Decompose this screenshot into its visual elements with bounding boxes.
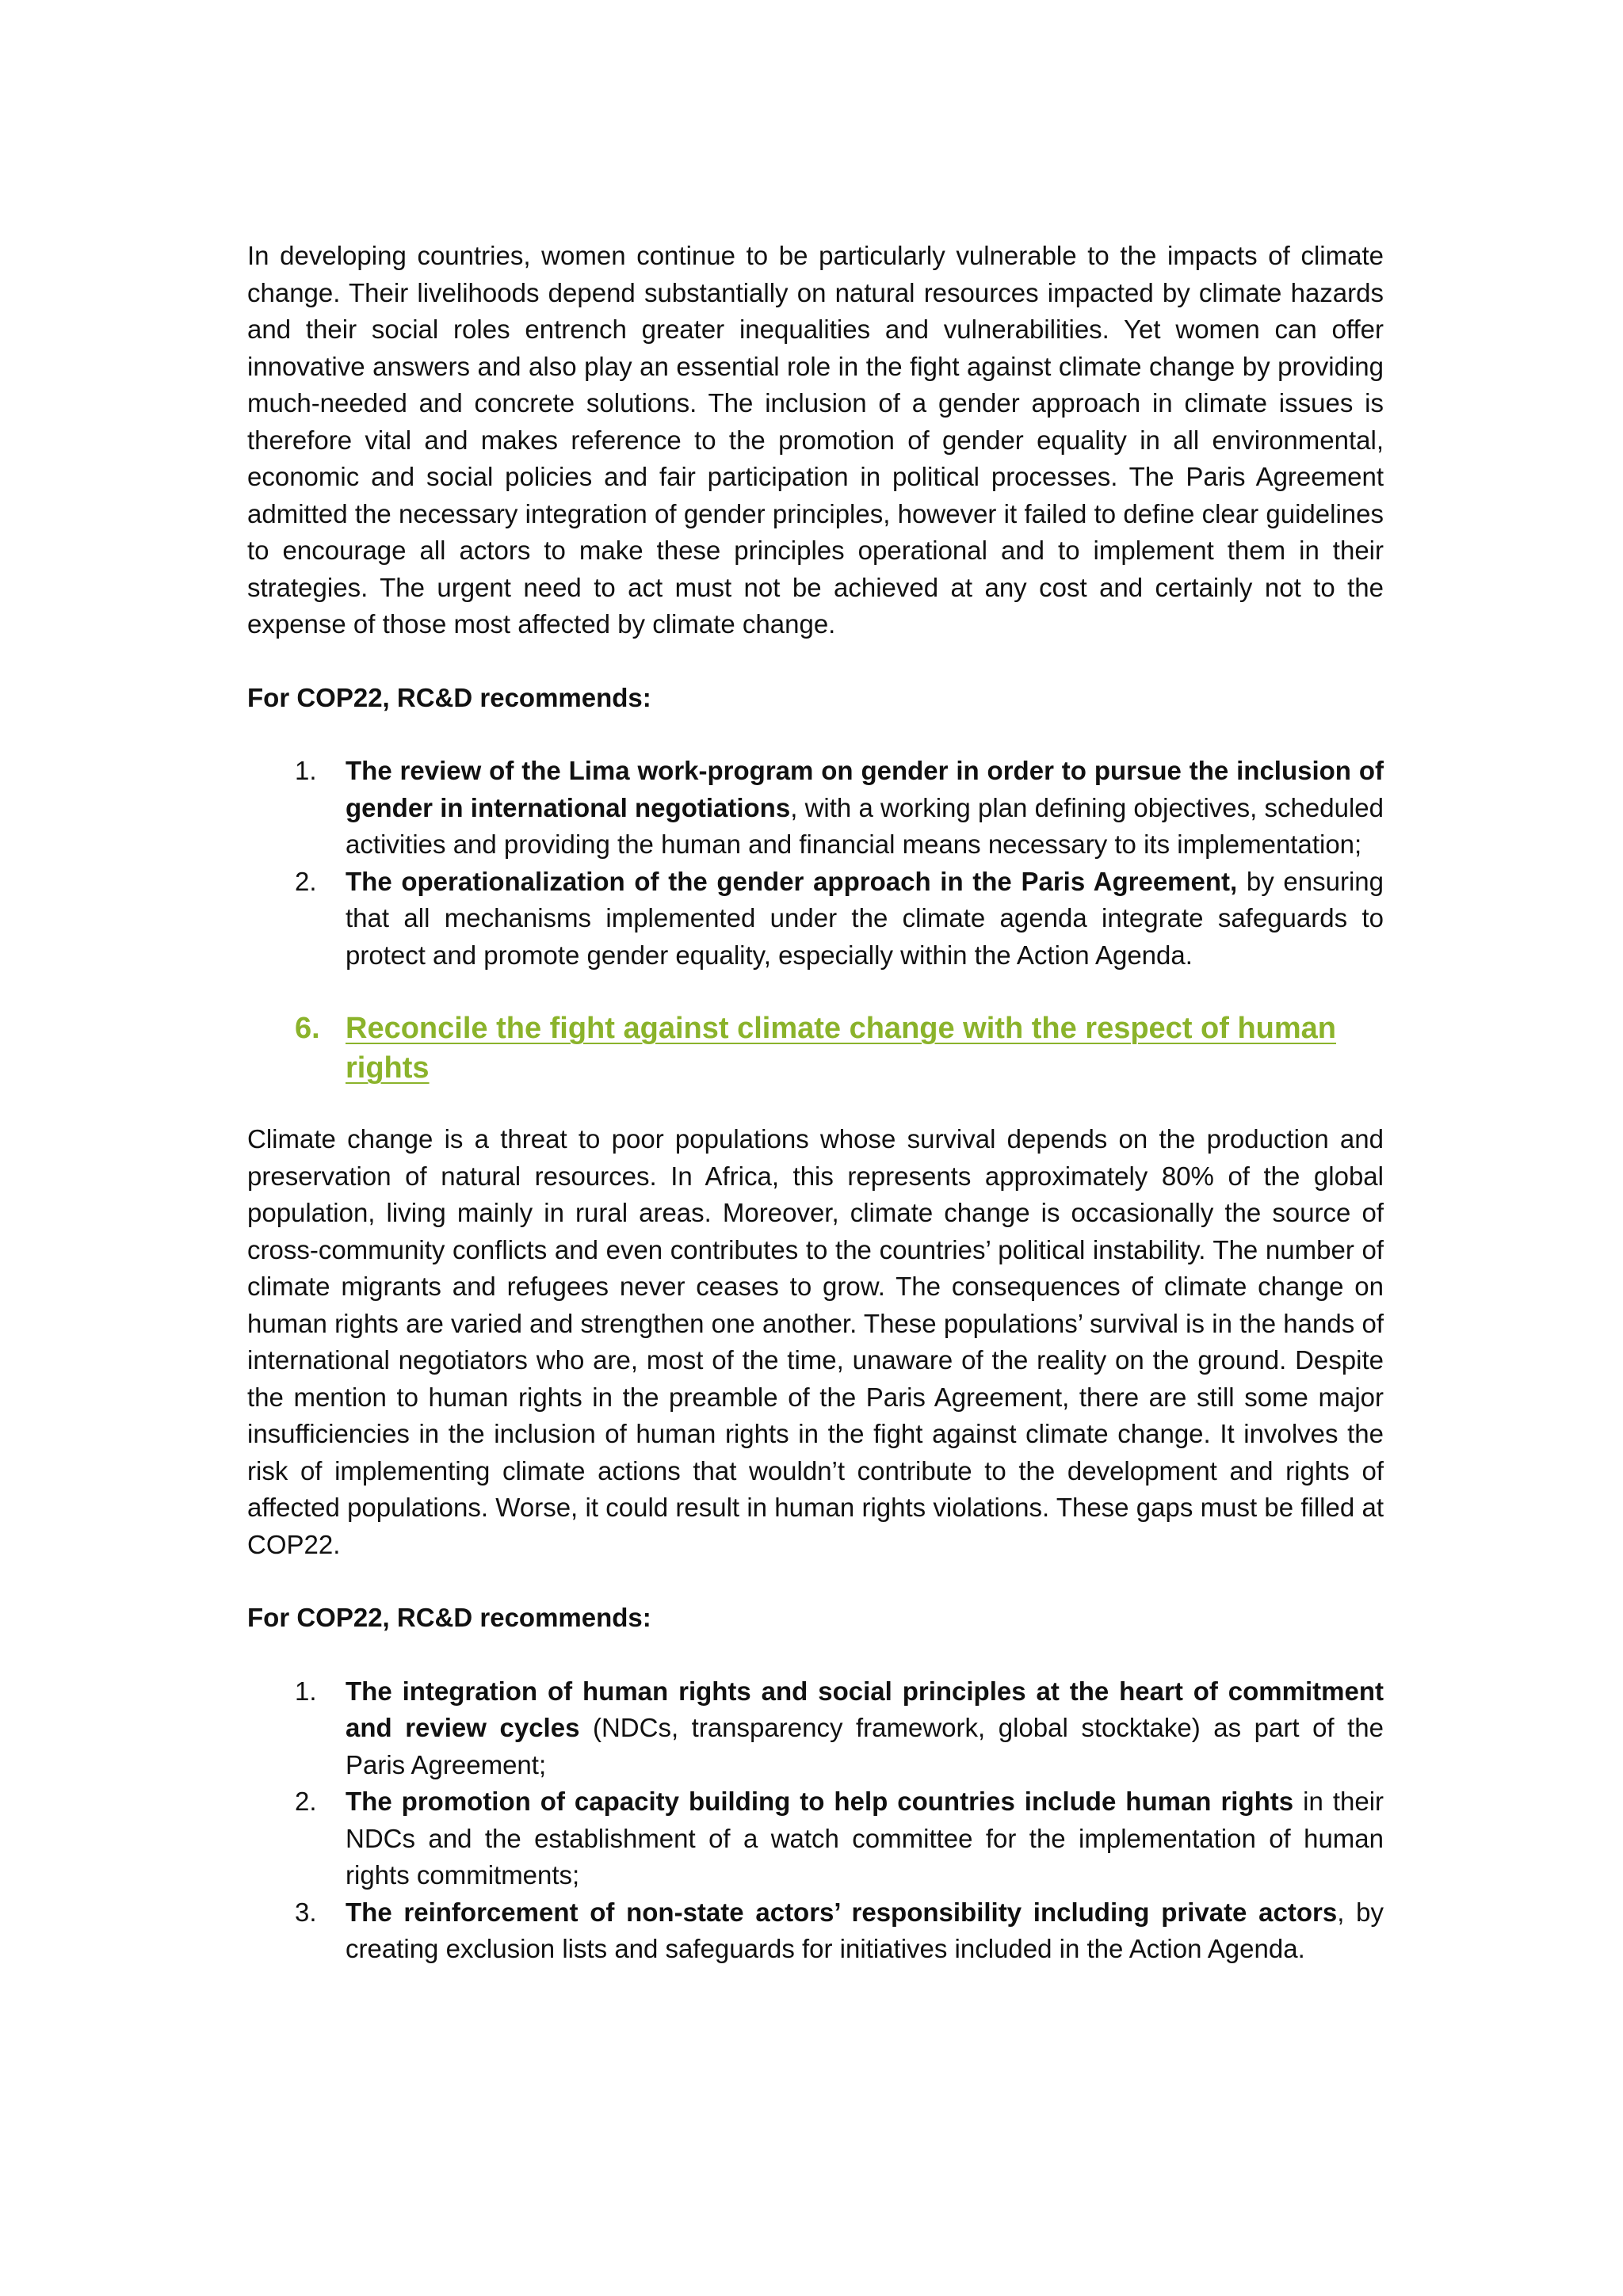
list-item-bold: The operationalization of the gender approach in the Paris Agreement, — [346, 866, 1238, 896]
list-item-text: , by creating exclusion lists and safeguards for initiatives included in the Action Agenda. — [346, 1897, 1384, 1963]
recommendations-list — [247, 1673, 1384, 1968]
list-item-text: by ensuring that all mechanisms implemented under the climate agenda integrate safeguards to protect and promote gender equality, especially within the Action Agenda. — [346, 866, 1384, 970]
recommendations-list — [247, 753, 1384, 974]
list-item-text: , with a working plan defining objectives, scheduled activities and providing the human and financial means necessary to its implementation; — [346, 792, 1384, 859]
section-paragraph: Climate change is a threat to poor populations whose survival depends on the production and preservation of natural resources. In Africa, this represents approximately 80% of the global population, living mainly in rural areas. Moreover, climate change is occasionally the source of cross-community conflicts and even contributes to the countries’ political instability. The number of climate migrants and refugees never ceases to grow. The consequences of climate change on human rights are varied and strengthen one another. These populations’ survival is in the hands of international negotiators who are, most of the time, unaware of the reality on the ground. Despite the mention to human rights in the preamble of the Paris Agreement, there are still some major insufficiencies in the inclusion of human rights in the fight against climate change. It involves the risk of implementing climate actions that wouldn’t contribute to the development and rights of affected populations. Worse, it could result in human rights violations. These gaps must be filled at COP22. — [247, 1124, 1384, 1559]
document-page — [247, 238, 1384, 1968]
list-item — [247, 1894, 1384, 1968]
list-item-bold: The promotion of capacity building to help countries include human rights — [346, 1787, 1294, 1816]
list-item-bold: The review of the Lima work-program on gender in order to pursue the inclusion of gender in international negotiations — [346, 756, 1384, 822]
list-number: 1. — [295, 1676, 317, 1706]
section-number: 6. — [295, 1012, 320, 1045]
list-item-bold: The reinforcement of non-state actors’ responsibility including private actors — [346, 1897, 1338, 1927]
list-number: 2. — [295, 1787, 317, 1816]
list-number: 3. — [295, 1897, 317, 1927]
list-item — [247, 1673, 1384, 1784]
recommendations-heading: For COP22, RC&D recommends: — [247, 1603, 651, 1632]
list-item-text: (NDCs, transparency framework, global stocktake) as part of the Paris Agreement; — [346, 1713, 1384, 1779]
list-item-bold: The integration of human rights and social principles at the heart of commitment and review cycles — [346, 1676, 1384, 1742]
list-item — [247, 864, 1384, 974]
section-heading — [247, 1009, 1384, 1088]
section-title: Reconcile the fight against climate change with the respect of human rights — [346, 1012, 1337, 1085]
list-item — [247, 753, 1384, 864]
list-item-text: in their NDCs and the establishment of a watch committee for the implementation of human rights commitments; — [346, 1787, 1384, 1890]
list-number: 1. — [295, 756, 317, 785]
recommendations-heading: For COP22, RC&D recommends: — [247, 682, 651, 712]
intro-paragraph: In developing countries, women continue to be particularly vulnerable to the impacts of climate change. Their livelihoods depend substantially on natural resources impacted by climate hazards and their social roles entrench greater inequalities and vulnerabilities. Yet women can offer innovative answers and also play an essential role in the fight against climate change by providing much-needed and concrete solutions. The inclusion of a gender approach in climate issues is therefore vital and makes reference to the promotion of gender equality in all environmental, economic and social policies and fair participation in political processes. The Paris Agreement admitted the necessary integration of gender principles, however it failed to define clear guidelines to encourage all actors to make these principles operational and to implement them in their strategies. The urgent need to act must not be achieved at any cost and certainly not to the expense of those most affected by climate change. — [247, 241, 1384, 639]
list-item — [247, 1783, 1384, 1894]
list-number: 2. — [295, 866, 317, 896]
